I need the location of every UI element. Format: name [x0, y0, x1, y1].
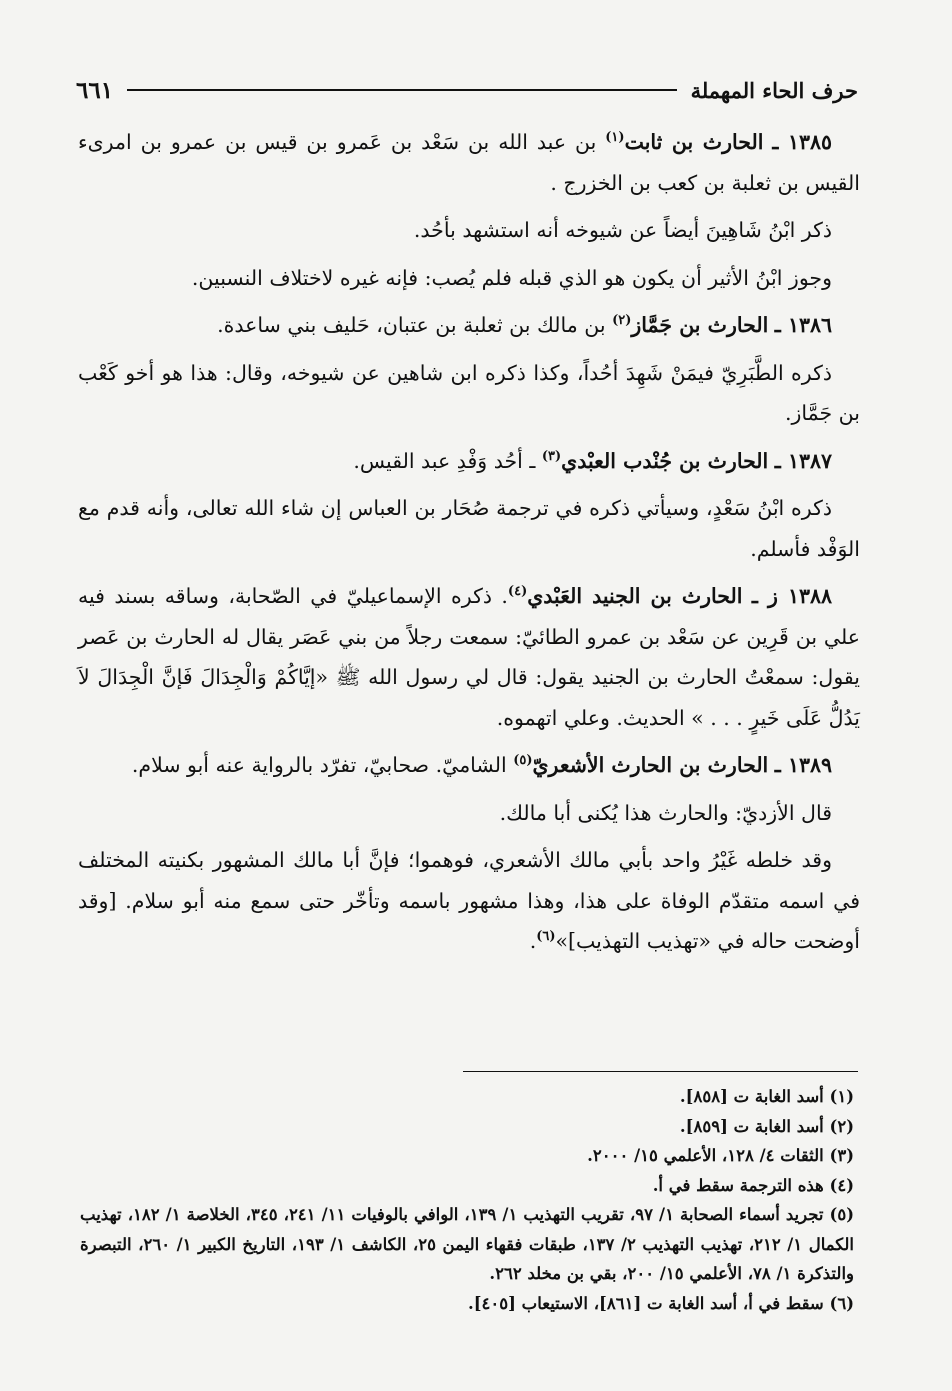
footnote-1: (١) أسد الغابة ت [٨٥٨].: [679, 1087, 854, 1106]
footnote-6: (٦) سقط في أ، أسد الغابة ت [٨٦١]، الاستيعاب [٤٠٥].: [467, 1293, 854, 1313]
footnote-ref: (٤): [507, 584, 528, 600]
footnote-ref: (٢): [612, 313, 632, 329]
entry-number: ١٣٨٨ ز ـ: [751, 584, 832, 608]
entry-1386-paragraph-1: ذكره الطَّبَرِيّ فيمَنْ شَهِدَ أحُداً، وكذا ذكره ابن شاهين عن شيوخه، وقال: هذا هو أخو كَعْب بن جَمَّاز.: [78, 360, 860, 425]
footnote-4: (٤) هذه الترجمة سقط في أ.: [652, 1175, 854, 1195]
entry-text: بن عبد الله بن سَعْد بن عَمرو بن قيس بن عمرو بن امرىء القيس بن ثعلبة بن كعب بن الخزرج .: [78, 130, 860, 195]
entry-number: ١٣٨٩ ـ: [774, 753, 832, 777]
footnote-ref: (١): [605, 130, 625, 146]
entry-name: الحارث بن جُنْدب العبْدي: [561, 448, 769, 473]
footnote-2: (٢) أسد الغابة ت [٨٥٩].: [679, 1116, 854, 1136]
page-number: ٦٦١: [76, 76, 114, 104]
entry-text: الشاميّ. صحابيّ، تفرّد بالرواية عنه أبو سلام.: [131, 753, 514, 777]
footnote-ref: (٦): [536, 929, 556, 945]
page-header: [76, 70, 858, 110]
entry-name: الحارث بن ثابت: [624, 130, 764, 154]
entry-1387-paragraph-1: ذكره ابْنُ سَعْدٍ، وسيأتي ذكره في ترجمة صُحَار بن العباس إن شاء الله تعالى، وأنه قدم مع الوَفْد فأسلم.: [78, 496, 860, 561]
entry-text: ـ أحُد وَفْدِ عبد القيس.: [353, 448, 542, 473]
entry-1389-paragraph-1: قال الأزديّ: والحارث هذا يُكنى أبا مالك.: [499, 800, 832, 825]
entry-1385-paragraph-2: وجوز ابْنُ الأثير أن يكون هو الذي قبله فلم يُصب: فإنه غيره لاختلاف النسبين.: [191, 265, 832, 290]
entry-1388-heading: [78, 576, 860, 738]
paragraph-end: .: [529, 929, 537, 953]
footnote-5: (٥) تجريد أسماء الصحابة ١/ ٩٧، تقريب التهذيب ١/ ١٣٩، الوافي بالوفيات ١١/ ٢٤١، ٣٤٥، الخلاصة ١/ ١٨٢، تهذيب الكمال ١/ ٢١٢، تهذيب التهذيب ٢/ ١٣٧، طبقات فقهاء اليمن ٢٥، الكاشف ١/ ١٩٣، التاريخ الكبير ١/ ٢٦٠، التبصرة والتذكرة ١/ ٧٨، الأعلمي ١٥/ ٢٠٠، بقي بن مخلد ٢٦٢.: [80, 1205, 854, 1283]
main-text: [78, 122, 860, 969]
footnote-ref: (٣): [541, 448, 562, 464]
footnote-ref: (٥): [513, 753, 533, 769]
entry-1389-heading: [78, 745, 860, 786]
entry-number: ١٣٨٧ ـ: [774, 448, 832, 473]
entry-1385-heading: [78, 122, 860, 203]
entry-name: الحارث بن جَمَّاز: [631, 313, 769, 337]
footnote-separator: [463, 1071, 858, 1072]
entry-1385-paragraph-1: ذكر ابْنُ شَاهِينَ أيضاً عن شيوخه أنه استشهد بأحُد.: [413, 218, 832, 242]
paragraph-text: وقد خلطه غَيْرُ واحد بأبي مالك الأشعري، فوهموا؛ فإنَّ أبا مالك المشهور بكنيته المختلف في اسمه متقدّم الوفاة على هذا، وهذا مشهور باسمه وتأخّر حتى سمع منه أبو سلام. [وقد أوضحت حاله في «تهذيب التهذيب]»: [78, 848, 860, 953]
header-rule: [127, 89, 677, 91]
running-title: حرف الحاء المهملة: [690, 77, 858, 103]
entry-text: . ذكره الإسماعيليّ في الصّحابة، وساقه بسند فيه علي بن قَرِين عن سَعْد بن عمرو الطائيّ: سمعت رجلاً من بني عَصَر يقال له الحارث بن عَصر يقول: سمعْتُ الحارث بن الجنيد يقول: قال لي رسول الله ﷺ «إيَّاكُمْ وَالْجِدَالَ فَإنَّ الْجِدَالَ لاَ يَدُلُّ عَلَى خَيرٍ . . . » الحديث. وعلي اتهموه.: [78, 584, 860, 730]
entry-number: ١٣٨٦ ـ: [774, 313, 832, 337]
entry-text: بن مالك بن ثعلبة بن عتبان، حَليف بني ساعدة.: [217, 313, 613, 337]
footnotes: [80, 1082, 854, 1318]
entry-1389-paragraph-2: [78, 840, 860, 962]
entry-name: الحارث بن الجنيد العَبْدي: [527, 584, 743, 608]
entry-1386-heading: [78, 305, 860, 346]
entry-1387-heading: [78, 441, 860, 482]
entry-name: الحارث بن الحارث الأشعريّ: [532, 753, 769, 777]
footnote-3: (٣) الثقات ٤/ ١٢٨، الأعلمي ١٥/ ٢٠٠٠.: [587, 1146, 854, 1165]
entry-number: ١٣٨٥ ـ: [772, 130, 832, 154]
